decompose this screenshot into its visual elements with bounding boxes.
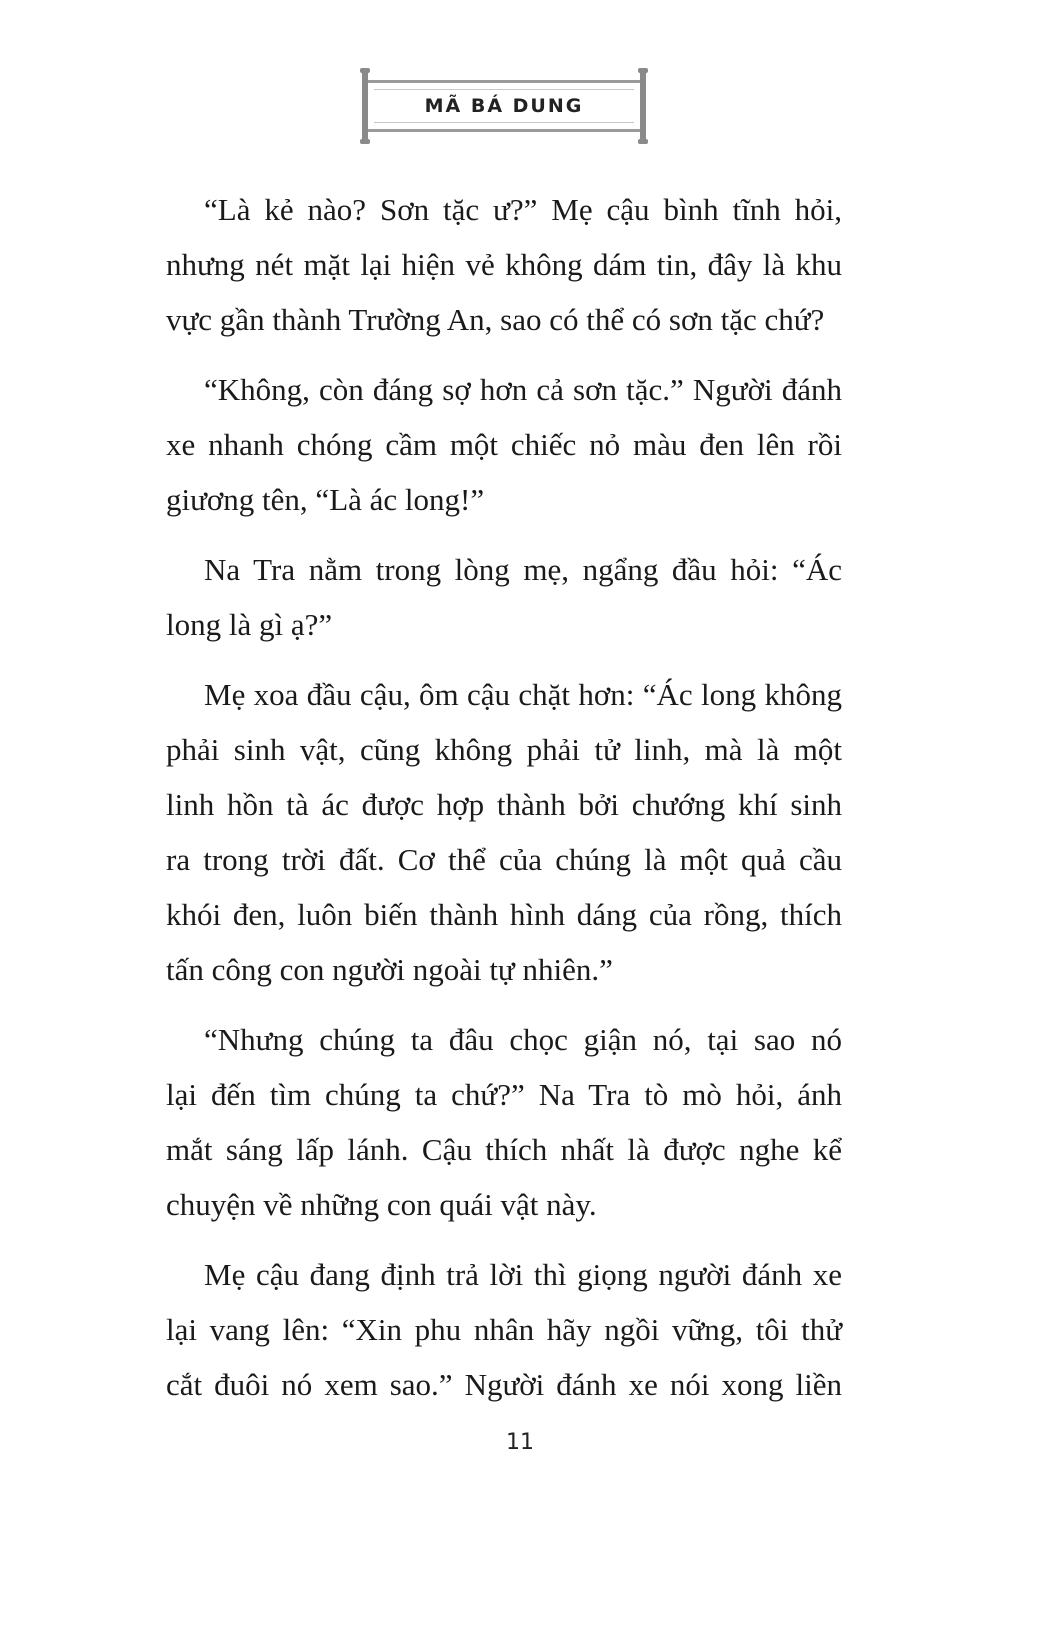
text-line: cắt đuôi nó xem sao.” Người đánh xe nói xong liền [166, 1367, 842, 1402]
paragraph [166, 1012, 842, 1232]
text-line: lại đến tìm chúng ta chứ?” Na Tra tò mò hỏi, ánh [166, 1077, 842, 1112]
text-line: “Là kẻ nào? Sơn tặc ư?” Mẹ cậu bình tĩnh hỏi, [204, 192, 842, 227]
running-header [362, 70, 646, 142]
text-line: chuyện về những con quái vật này. [166, 1187, 597, 1222]
paragraph [166, 362, 842, 527]
text-line: “Không, còn đáng sợ hơn cả sơn tặc.” Người đánh [204, 372, 842, 407]
text-line: Na Tra nằm trong lòng mẹ, ngẩng đầu hỏi: “Ác [204, 552, 842, 587]
body-text [166, 182, 842, 1427]
author-name: MÃ BÁ DUNG [424, 95, 584, 117]
paragraph [166, 182, 842, 347]
text-line: ra trong trời đất. Cơ thể của chúng là một quả cầu [166, 842, 842, 877]
text-line: mắt sáng lấp lánh. Cậu thích nhất là được nghe kể [166, 1132, 842, 1167]
scroll-rod-right [640, 70, 646, 142]
text-line: long là gì ạ?” [166, 607, 333, 642]
text-line: “Nhưng chúng ta đâu chọc giận nó, tại sao nó [204, 1022, 842, 1057]
text-line: xe nhanh chóng cầm một chiếc nỏ màu đen lên rồi [166, 427, 842, 462]
text-line: tấn công con người ngoài tự nhiên.” [166, 952, 613, 987]
header-banner [368, 80, 640, 132]
text-line: Mẹ xoa đầu cậu, ôm cậu chặt hơn: “Ác long không [204, 677, 842, 712]
text-line: vực gần thành Trường An, sao có thể có sơn tặc chứ? [166, 302, 825, 337]
page-number: 11 [506, 1430, 534, 1455]
text-line: phải sinh vật, cũng không phải tử linh, mà là một [166, 732, 842, 767]
text-line: nhưng nét mặt lại hiện vẻ không dám tin, đây là khu [166, 247, 842, 282]
paragraph [166, 542, 842, 652]
paragraph [166, 1247, 842, 1412]
text-line: Mẹ cậu đang định trả lời thì giọng người đánh xe [204, 1257, 842, 1292]
text-line: khói đen, luôn biến thành hình dáng của rồng, thích [166, 897, 842, 932]
text-line: linh hồn tà ác được hợp thành bởi chướng khí sinh [166, 787, 842, 822]
text-line: giương tên, “Là ác long!” [166, 482, 485, 517]
paragraph [166, 667, 842, 997]
text-line: lại vang lên: “Xin phu nhân hãy ngồi vững, tôi thử [166, 1312, 842, 1347]
